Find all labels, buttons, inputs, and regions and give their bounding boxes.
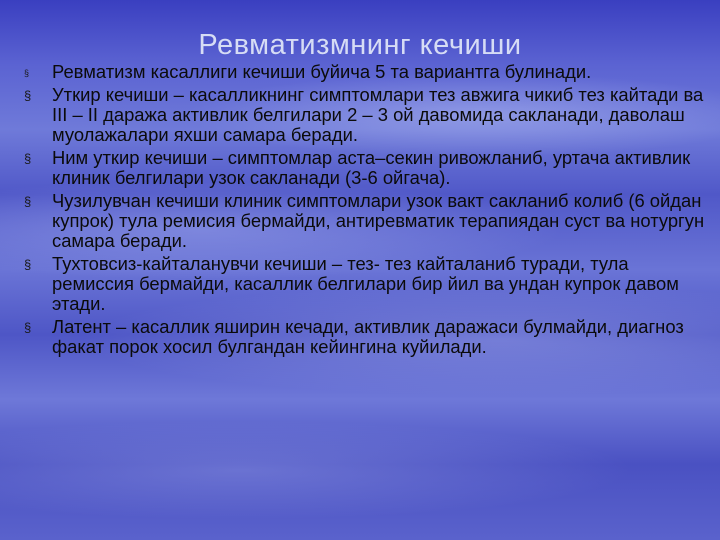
bullet-list: [6, 62, 706, 360]
bullet-item: [6, 191, 706, 251]
bullet-marker-icon: §: [24, 257, 32, 272]
bullet-text: Ним уткир кечиши – симптомлар аста–секин ривожланиб, уртача активлик клиник белгилари узок сакланади (3-6 ойгача).: [52, 147, 691, 188]
bullet-text: Тухтовсиз-кайталанувчи кечиши – тез- тез кайталаниб туради, тула ремиссия бермайди, касаллик белгилари бир йил ва ундан купрок давом этади.: [52, 253, 679, 314]
bullet-text: Ревматизм касаллиги кечиши буйича 5 та вариантга булинади.: [52, 61, 592, 82]
bullet-text: Латент – касаллик яширин кечади, активлик даражаси булмайди, диагноз факат порок хосил булгандан кейингина куйилади.: [52, 316, 684, 357]
slide-title: Ревматизмнинг кечиши: [198, 29, 522, 61]
bullet-item: [6, 85, 706, 145]
bullet-item: [6, 62, 706, 82]
bullet-text: Уткир кечиши – касалликнинг симптомлари тез авжига чикиб тез кайтади ва III – II даража активлик белгилари 2 – 3 ой давомида сакланади, даволаш муолажалари яхши самара беради.: [52, 84, 704, 145]
bullet-marker-icon: §: [24, 88, 32, 103]
bullet-text: Чузилувчан кечиши клиник симптомлари узок вакт сакланиб колиб (6 ойдан купрок) тула ремисия бермайди, антиревматик терапиядан суст ва нотургун самара беради.: [52, 190, 705, 251]
bullet-marker-icon: §: [24, 194, 32, 209]
bullet-marker-icon: §: [24, 151, 32, 166]
bullet-item: [6, 317, 706, 357]
bullet-item: [6, 254, 706, 314]
bullet-marker-icon: §: [24, 320, 32, 335]
bullet-item: [6, 148, 706, 188]
bullet-marker-icon: §: [24, 68, 30, 78]
